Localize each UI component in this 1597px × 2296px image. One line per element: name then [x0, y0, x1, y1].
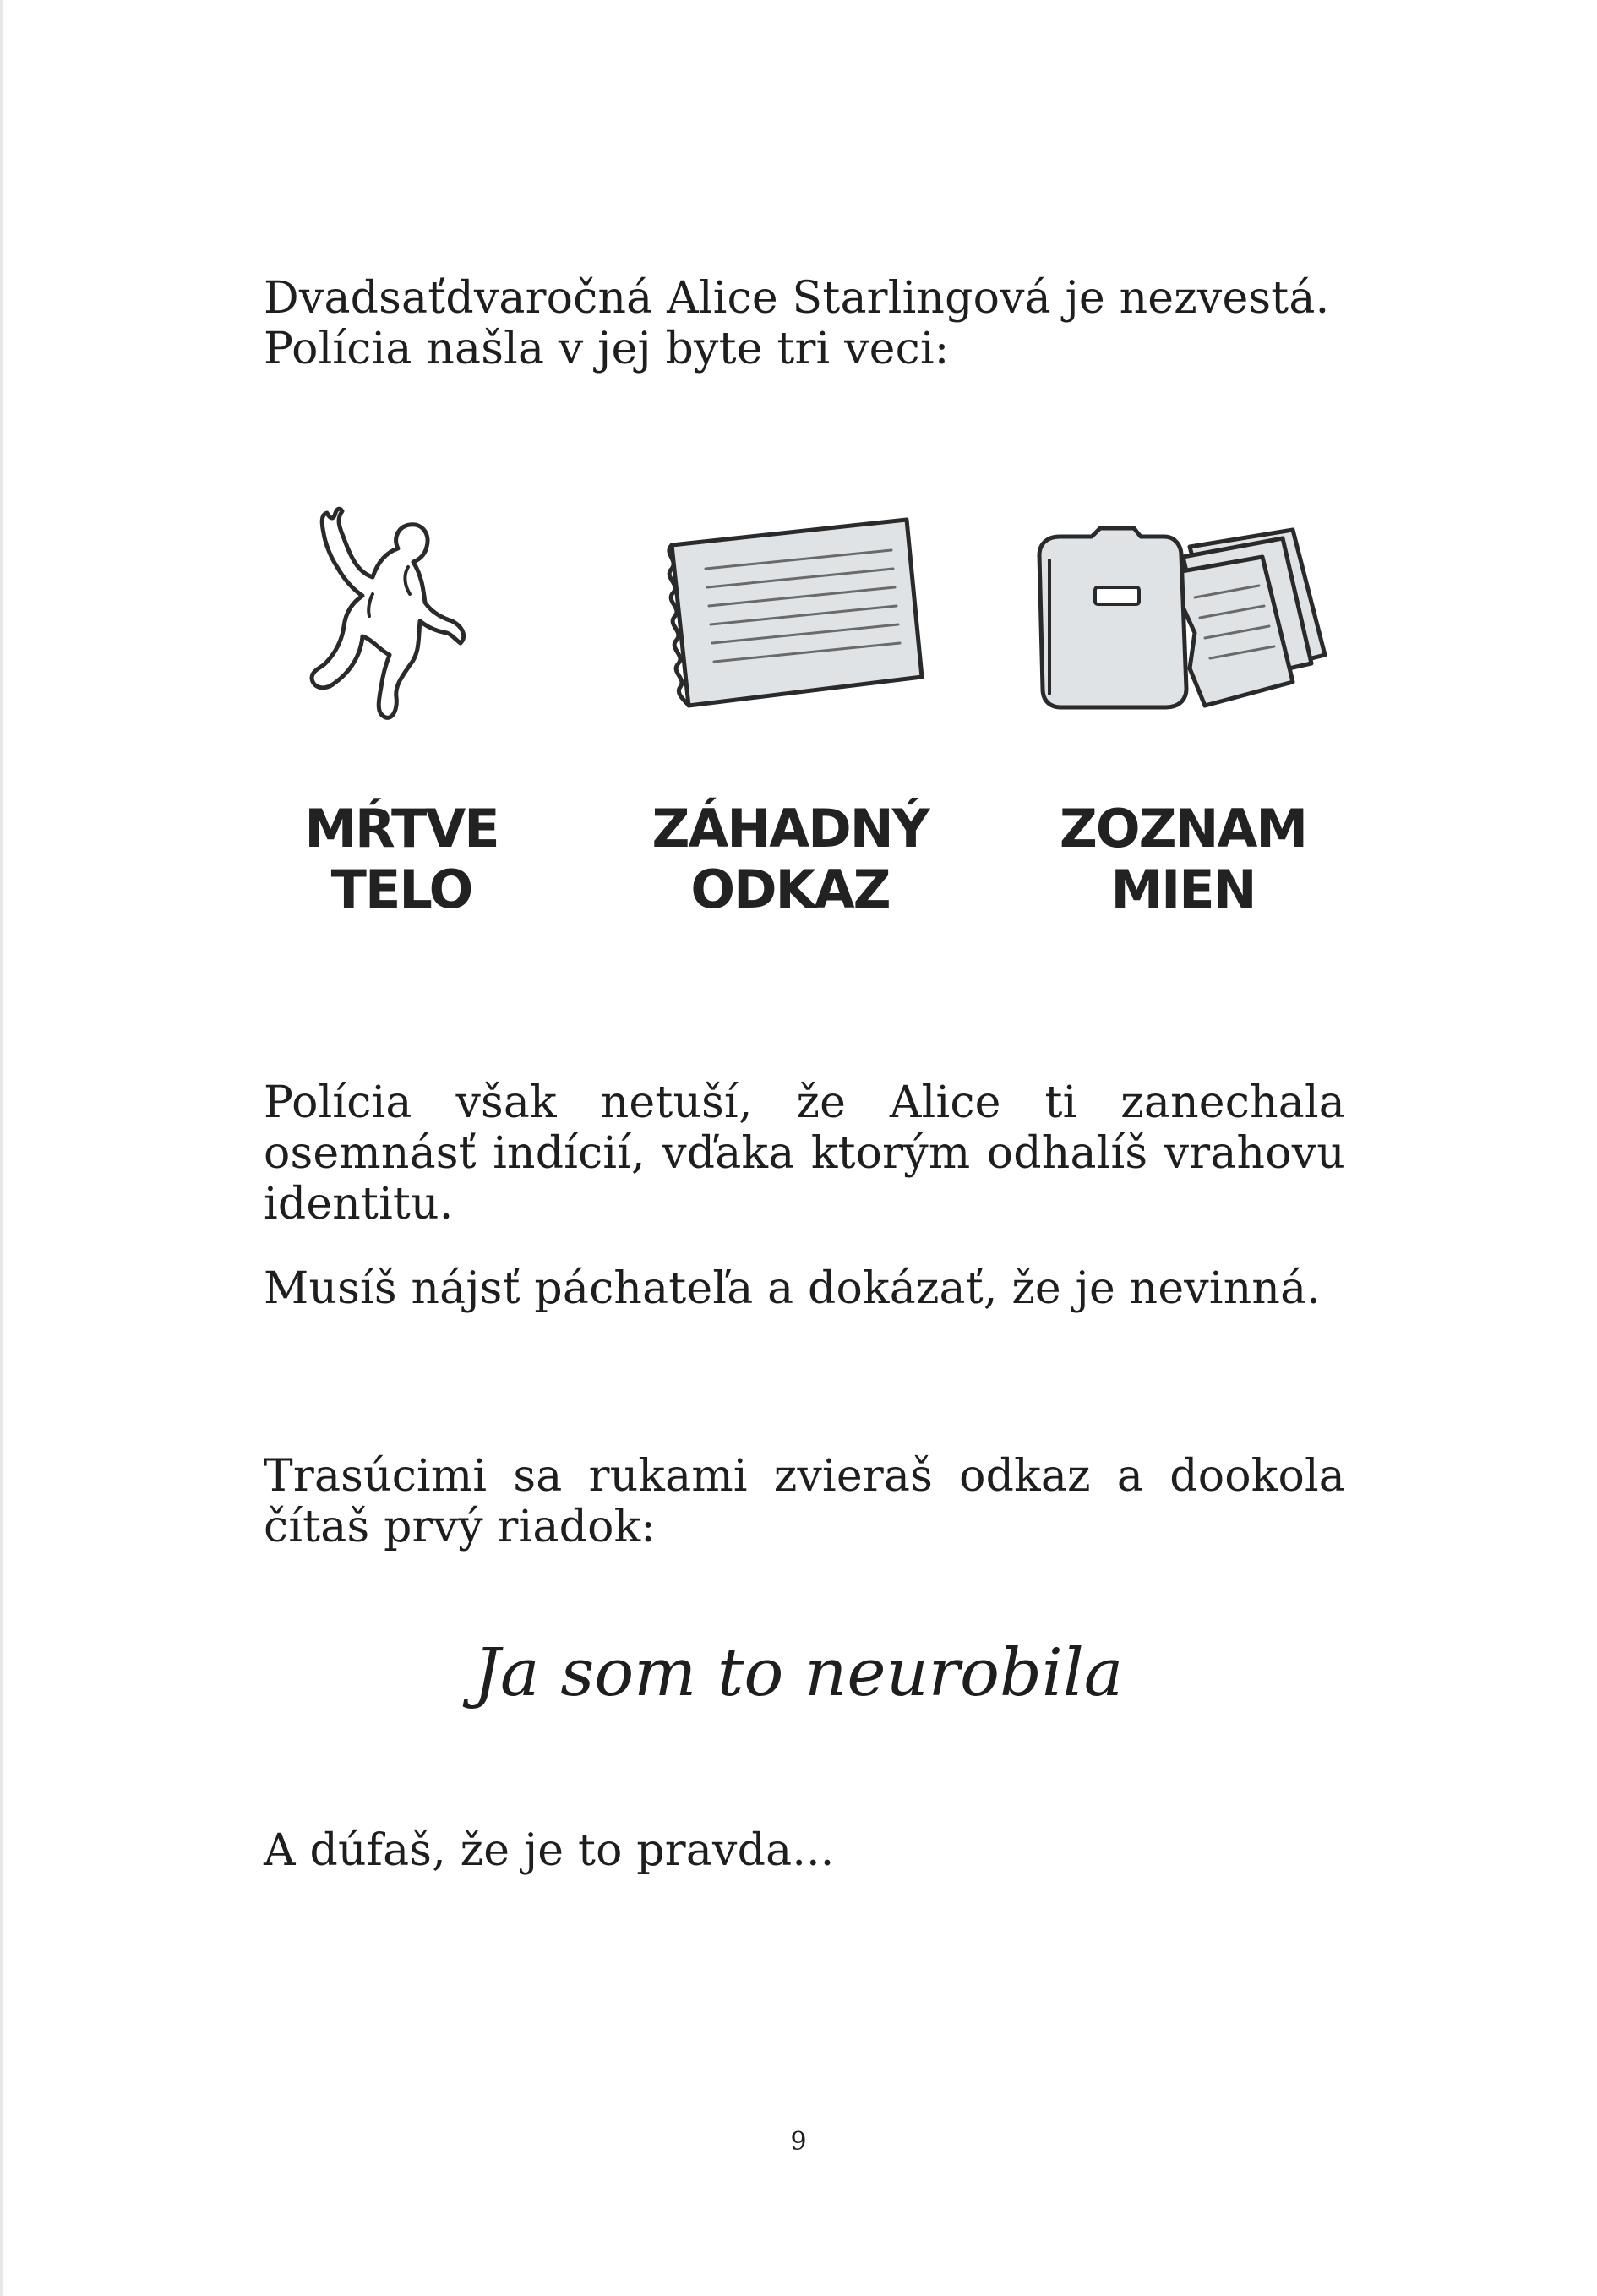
- item-dead-body: [215, 494, 587, 920]
- item-label-line2: TELO: [330, 859, 472, 920]
- hope-paragraph: A dúfaš, že je to pravda...: [264, 1825, 835, 1876]
- item-label: [604, 799, 976, 920]
- body-outline-icon: [292, 494, 511, 748]
- must-find-paragraph: Musíš nájsť páchateľa a dokázať, že je nevinná.: [264, 1263, 1322, 1314]
- notepad-note-icon: [638, 494, 942, 748]
- page-edge: [0, 0, 3, 2296]
- item-label-line2: MIEN: [1110, 859, 1256, 920]
- note-quote: Ja som to neurobila: [473, 1635, 1124, 1711]
- intro-paragraph: Dvadsaťdvaročná Alice Starlingová je nezvestá. Polícia našla v jej byte tri veci:: [264, 273, 1330, 374]
- item-label-line1: ZOZNAM: [1059, 798, 1307, 859]
- item-label-line1: ZÁHADNÝ: [651, 798, 929, 859]
- item-label: [997, 799, 1369, 920]
- item-list-of-names: [997, 494, 1369, 920]
- item-mysterious-note: [604, 494, 976, 920]
- folder-papers-icon: [1014, 494, 1352, 748]
- item-label-line2: ODKAZ: [690, 859, 890, 920]
- trembling-paragraph: Trasúcimi sa rukami zvieraš odkaz a dookola čítaš prvý riadok:: [264, 1451, 1345, 1552]
- page-number: 9: [790, 2127, 807, 2157]
- police-unaware-paragraph: Polícia však netuší, že Alice ti zanechala osemnásť indícií, vďaka ktorým odhalíš vrahovu identitu.: [264, 1077, 1345, 1230]
- item-label: [215, 799, 587, 920]
- item-label-line1: MŔTVE: [304, 798, 499, 859]
